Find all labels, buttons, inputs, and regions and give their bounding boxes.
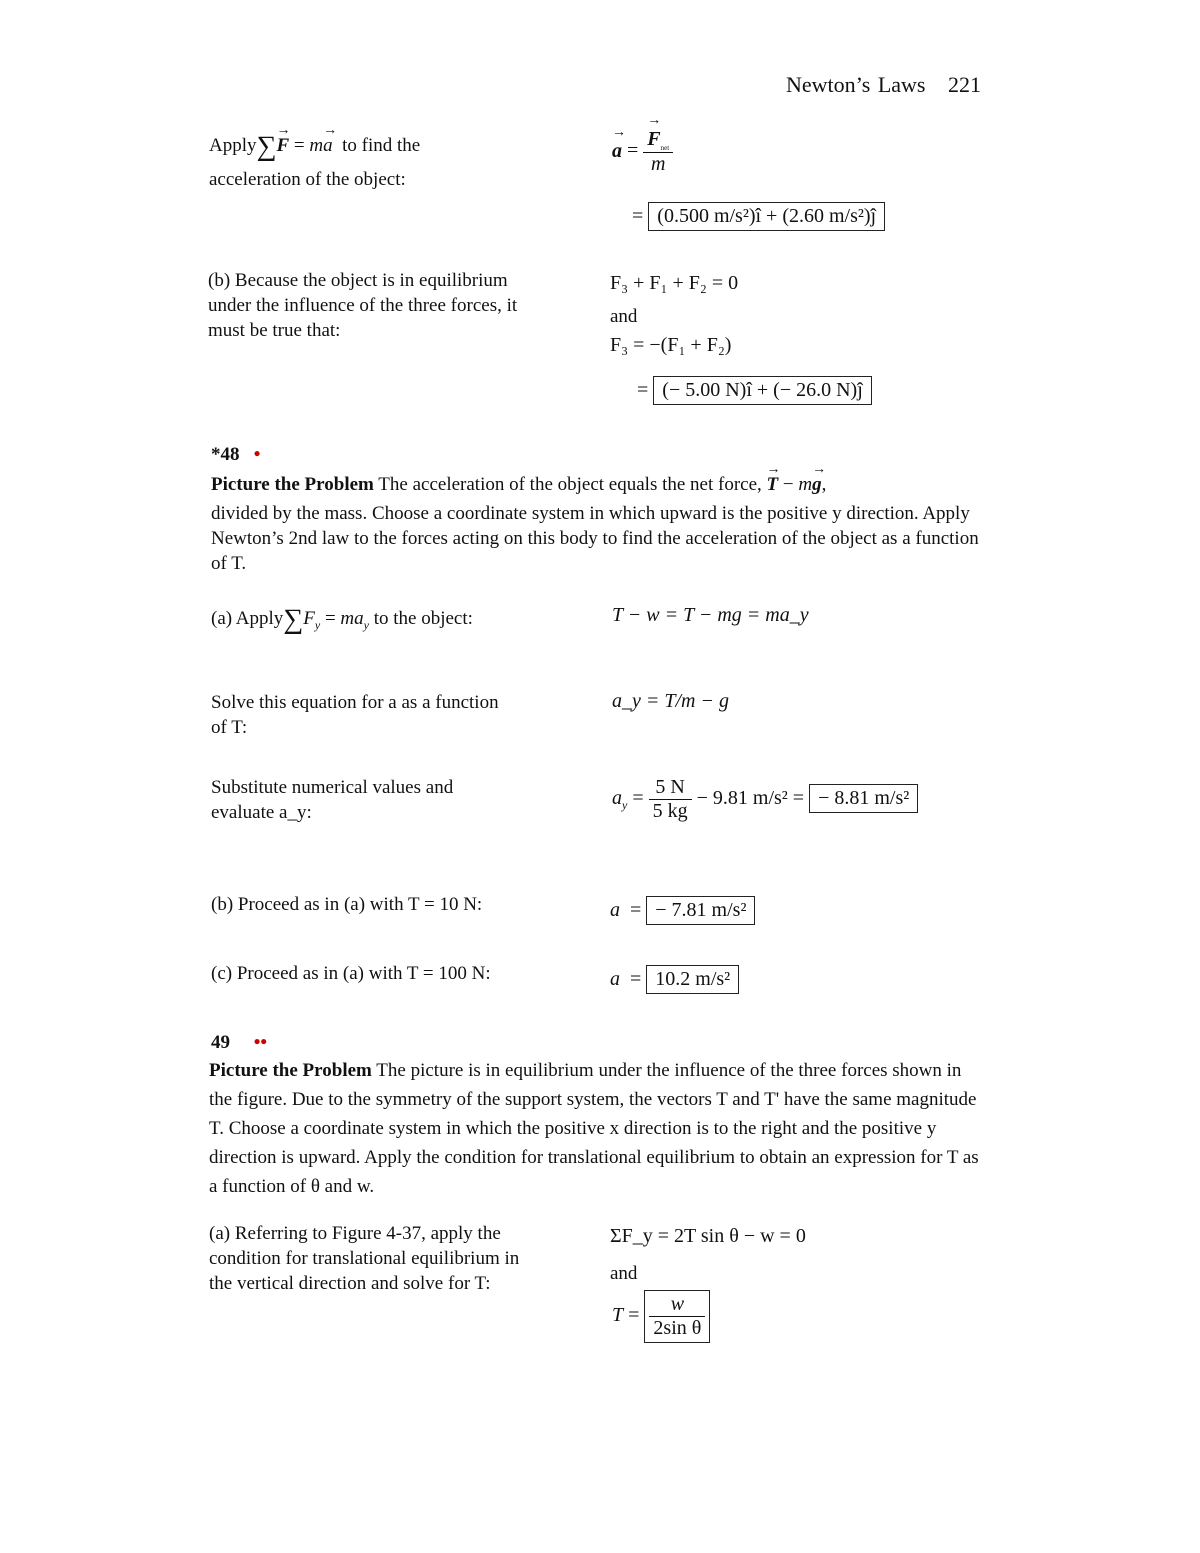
p49-eq1: ΣF_y = 2T sin θ − w = 0 (610, 1225, 806, 1247)
force-vector: → F (276, 133, 289, 158)
page-number: 221 (947, 72, 981, 97)
accel-vector: → a (323, 133, 333, 158)
problem-48-number (211, 442, 260, 467)
p48-c-equation: a = 10.2 m/s² (610, 965, 739, 994)
tension-vector: → T (767, 472, 779, 497)
p48-c-result-box: 10.2 m/s² (646, 965, 739, 994)
problem-48-intro: Picture the Problem The acceleration of the object equals the net force, → T − m→ g, divided by the mass. Choose a coordinate system in which upward is the positive y direction. Apply Newton’s 2nd law to the forces acting on this body to find the acceleration of the object as a function of T. (211, 472, 981, 576)
problem-49-intro (209, 1056, 984, 1201)
problem-49-number (211, 1030, 267, 1055)
f3-result: = (− 5.00 N)î + (− 26.0 N)ĵ (637, 376, 872, 405)
p48-b-equation: a = − 7.81 m/s² (610, 896, 755, 925)
p48-sub-middle: − 9.81 m/s² = (696, 787, 805, 810)
equilibrium-eq1: F₃ + F₁ + F₂ = 0 (610, 272, 739, 294)
intro-48-part1: The acceleration of the object equals the net force, (378, 474, 762, 495)
sigma-symbol: ∑ (256, 131, 277, 162)
equilibrium-eq2: F₃ = −(F₁ + F₂) (610, 334, 732, 356)
p48-solve-equation: a_y = T/m − g (612, 690, 729, 712)
and-text-2: and (610, 1263, 638, 1284)
part-a-label: Apply∑→ F = m→ a to find the acceleration of the object: (209, 133, 529, 192)
part-b-text: (b) Because the object is in equilibrium under the influence of the three forces, it must be true that: (208, 270, 518, 341)
p49-tension-result: T = $\frac{w}{\text{2sin θ}}$ (612, 1290, 710, 1343)
p48-sub-numerator: 5 N (649, 776, 692, 800)
accel-result: = (0.500 m/s²)î + (2.60 m/s²)ĵ (632, 202, 885, 231)
p48-sub-label: Substitute numerical values and evaluate a_y: (211, 777, 454, 823)
p48-a-equation: T − w = T − mg = ma_y (612, 604, 809, 626)
acceleration-text: acceleration of the object: (209, 169, 406, 190)
difficulty-bullets-49: •• (253, 1032, 268, 1053)
intro-48-comma: , (821, 474, 827, 495)
problem-48-label: *48 (211, 444, 240, 465)
fnet-sub: net (660, 144, 670, 152)
a-vec: → a (612, 140, 622, 163)
p49-numerator: w (649, 1293, 705, 1317)
p49-result-box (644, 1290, 710, 1343)
apply-text: Apply (209, 135, 257, 156)
intro-48-part2: divided by the mass. Choose a coordinate system in which upward is the positive y direction. Apply Newton’s 2nd law to the forces acting on this body to find the acceleration of the object as a function of T. (211, 503, 979, 574)
p48-sub-equation: $a_y$ = $\frac{5 N}{5 kg}$ − 9.81 m/s² = − 8.81 m/s² (612, 776, 918, 823)
header-title: Newton’s Laws (786, 72, 926, 97)
p48-b-label: (b) Proceed as in (a) with T = 10 N: (211, 894, 483, 915)
p48-sub-fraction (649, 776, 692, 823)
p48-b-result-box: − 7.81 m/s² (646, 896, 755, 925)
sigma-symbol-2: ∑ (283, 604, 304, 635)
p49-fraction (649, 1293, 705, 1340)
problem-49-label: 49 (211, 1032, 230, 1053)
running-header (786, 72, 981, 97)
p48-a-label: (a) $Apply\sum F_y = ma_y$ to the object: (211, 604, 473, 635)
mass-denominator: m (651, 153, 666, 175)
p48-solve-label: Solve this equation for a as a function of T: (211, 692, 499, 738)
p49-denominator: 2sin θ (653, 1317, 702, 1339)
f3-result-box: (− 5.00 N)î + (− 26.0 N)ĵ (653, 376, 871, 405)
p48-a-rest: to the object: (373, 608, 473, 629)
accel-equation: → a = → $\frac{F_{net}}{m}$ (612, 128, 673, 176)
and-text-1: and (610, 306, 638, 327)
difficulty-bullets-48: • (253, 444, 261, 465)
fnet-vec: → F (647, 128, 660, 151)
picture-problem-heading-49: Picture the Problem (209, 1060, 372, 1081)
p48-a-apply: (a) Apply (211, 608, 284, 629)
accel-result-box: (0.500 m/s²)î + (2.60 m/s²)ĵ (648, 202, 885, 231)
g-vector: → g (812, 472, 822, 497)
intro-49-text: The picture is in equilibrium under the influence of the three forces shown in the figure. Due to the symmetry of the support system, the vectors T and T' have the same magnitude T. Choose a coordinate system in which the positive x direction is to the right and the positive y direction is upward. Apply the condition for translational equilibrium to obtain an expression for T as a function of θ and w. (209, 1060, 979, 1197)
p48-sub-denominator: 5 kg (652, 800, 688, 822)
p48-c-label: (c) Proceed as in (a) with T = 100 N: (211, 963, 491, 984)
find-text: to find the (342, 135, 421, 156)
p49-a-label: (a) Referring to Figure 4-37, apply the condition for translational equilibrium in the vertical direction and solve for T: (209, 1223, 520, 1294)
picture-problem-heading-48: Picture the Problem (211, 474, 374, 495)
fnet-fraction (643, 128, 673, 176)
p48-sub-result-box: − 8.81 m/s² (809, 784, 918, 813)
